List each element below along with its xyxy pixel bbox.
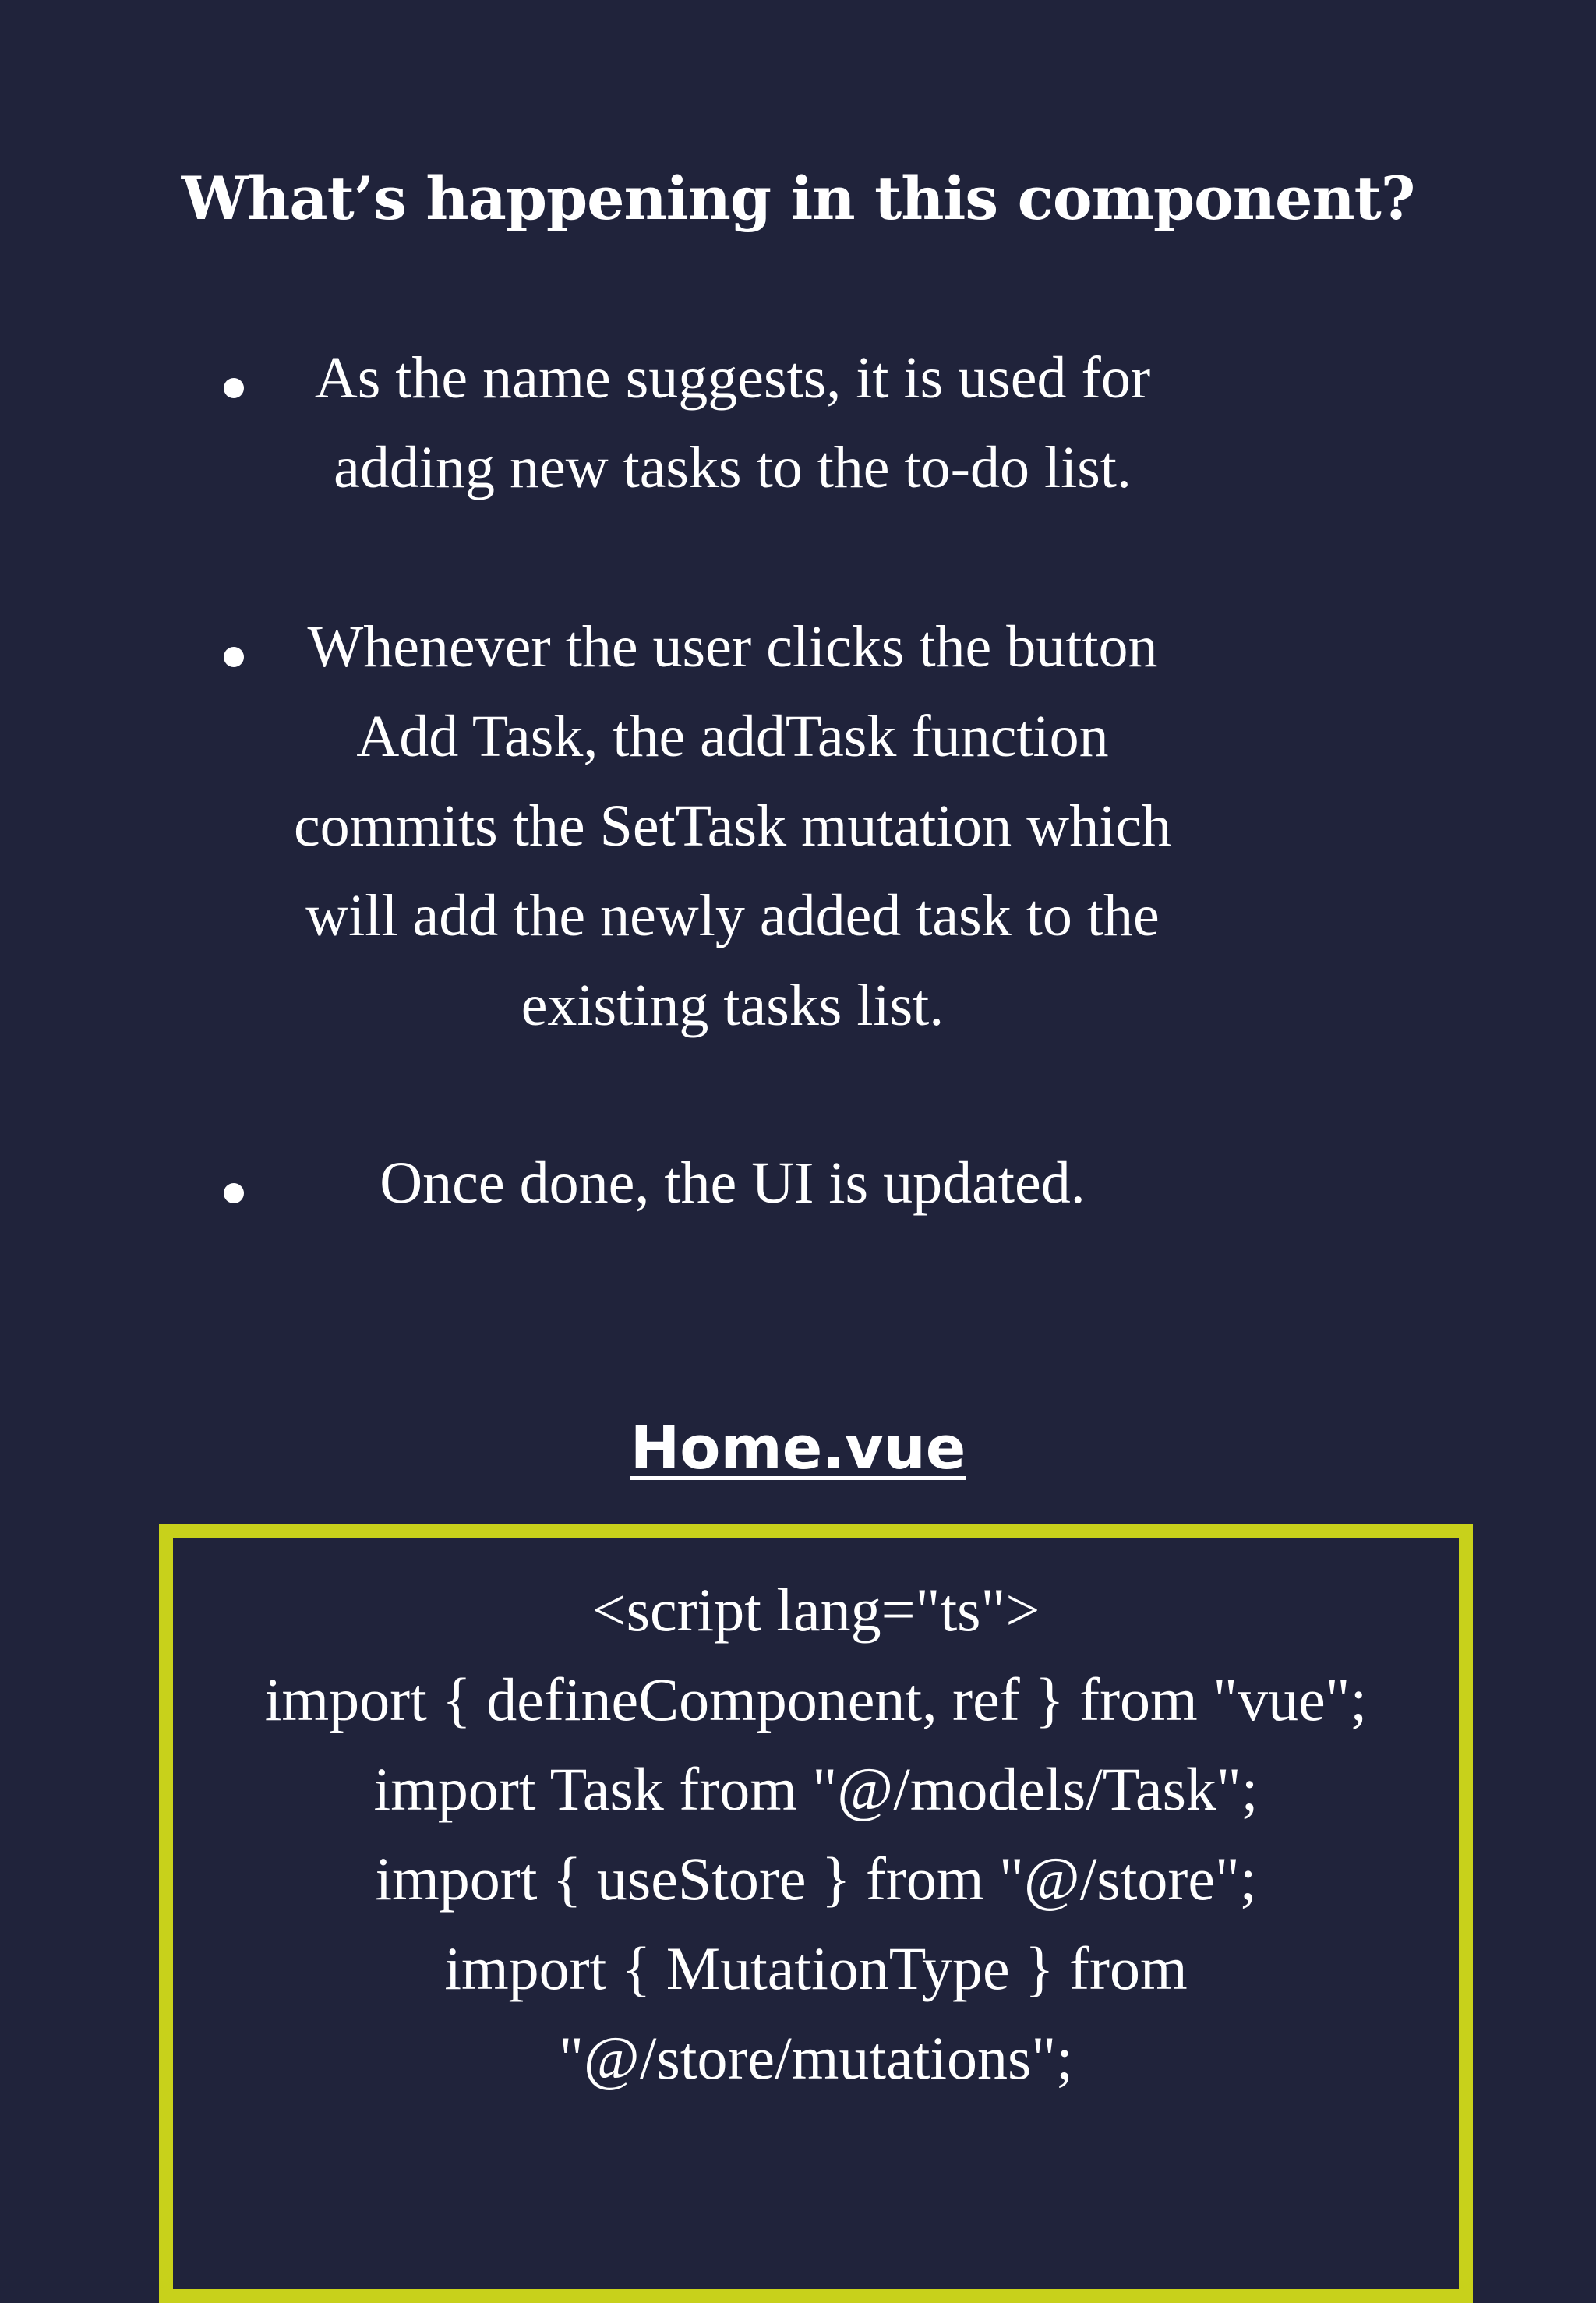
code-line: "@/store/mutations"; — [559, 2024, 1073, 2092]
list-item-text: As the name suggests, it is used for adding new tasks to the to-do list. — [314, 345, 1151, 500]
code-line: <script lang="ts"> — [591, 1576, 1040, 1644]
code-block — [171, 1565, 1460, 2103]
bullet-icon — [224, 1183, 244, 1203]
code-line: import { MutationType } from — [444, 1934, 1188, 2002]
file-title: Home.vue — [630, 1413, 966, 1482]
bullet-icon — [224, 378, 244, 398]
list-item-text: Once done, the UI is updated. — [380, 1150, 1086, 1216]
bullet-icon — [224, 647, 244, 667]
code-line: import Task from "@/models/Task"; — [373, 1755, 1259, 1823]
code-line: import { defineComponent, ref } from "vue"; — [264, 1665, 1368, 1733]
list-item-text: Whenever the user clicks the button Add Task, the addTask function commits the SetTask mutation which will add the newly added task to the existing tasks list. — [293, 614, 1172, 1038]
code-line: import { useStore } from "@/store"; — [375, 1845, 1257, 1913]
section-heading: What’s happening in this component? — [181, 164, 1415, 233]
